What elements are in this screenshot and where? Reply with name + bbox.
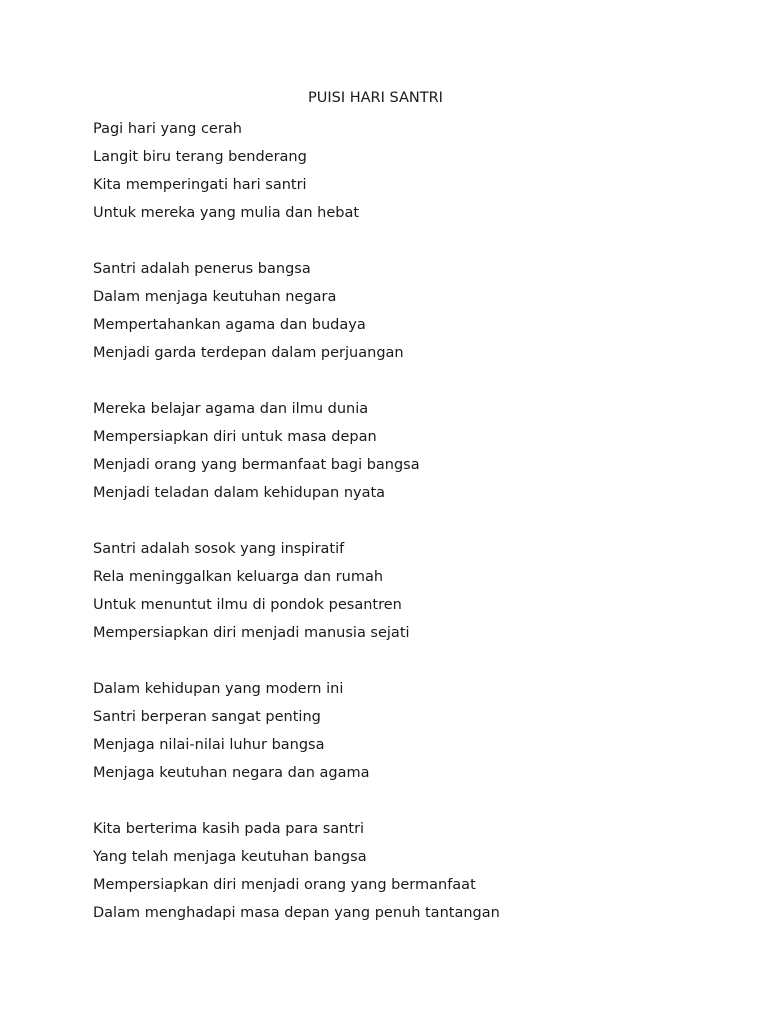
poem-line: Menjaga nilai-nilai luhur bangsa (93, 737, 325, 753)
poem-line: Menjadi garda terdepan dalam perjuangan (93, 345, 404, 361)
poem-line: Santri adalah penerus bangsa (93, 261, 311, 277)
poem-line: Mempersiapkan diri menjadi manusia sejati (93, 625, 410, 641)
poem-line: Langit biru terang benderang (93, 149, 307, 165)
poem-line: Yang telah menjaga keutuhan bangsa (93, 849, 367, 865)
poem-line: Santri berperan sangat penting (93, 709, 321, 725)
poem-body (93, 115, 753, 955)
poem-line: Untuk menuntut ilmu di pondok pesantren (93, 597, 402, 613)
poem-line: Kita memperingati hari santri (93, 177, 307, 193)
poem-line: Mempersiapkan diri menjadi orang yang bermanfaat (93, 877, 476, 893)
stanza-5 (93, 675, 753, 787)
stanza-4 (93, 535, 753, 647)
poem-line: Mempersiapkan diri untuk masa depan (93, 429, 377, 445)
poem-line: Mempertahankan agama dan budaya (93, 317, 366, 333)
stanza-1 (93, 115, 753, 227)
poem-line: Pagi hari yang cerah (93, 121, 242, 137)
poem-line: Santri adalah sosok yang inspiratif (93, 541, 345, 557)
poem-line: Menjadi teladan dalam kehidupan nyata (93, 485, 386, 501)
poem-line: Menjadi orang yang bermanfaat bagi bangsa (93, 457, 420, 473)
stanza-3 (93, 395, 753, 507)
poem-line: Kita berterima kasih pada para santri (93, 821, 365, 837)
poem-line: Menjaga keutuhan negara dan agama (93, 765, 370, 781)
stanza-2 (93, 255, 753, 367)
poem-line: Rela meninggalkan keluarga dan rumah (93, 569, 384, 585)
poem-line: Dalam menjaga keutuhan negara (93, 289, 337, 305)
poem-title: PUISI HARI SANTRI (308, 90, 443, 106)
poem-line: Mereka belajar agama dan ilmu dunia (93, 401, 369, 417)
stanza-6 (93, 815, 753, 927)
poem-line: Dalam menghadapi masa depan yang penuh tantangan (93, 905, 500, 921)
poem-line: Untuk mereka yang mulia dan hebat (93, 205, 360, 221)
poem-line: Dalam kehidupan yang modern ini (93, 681, 344, 697)
